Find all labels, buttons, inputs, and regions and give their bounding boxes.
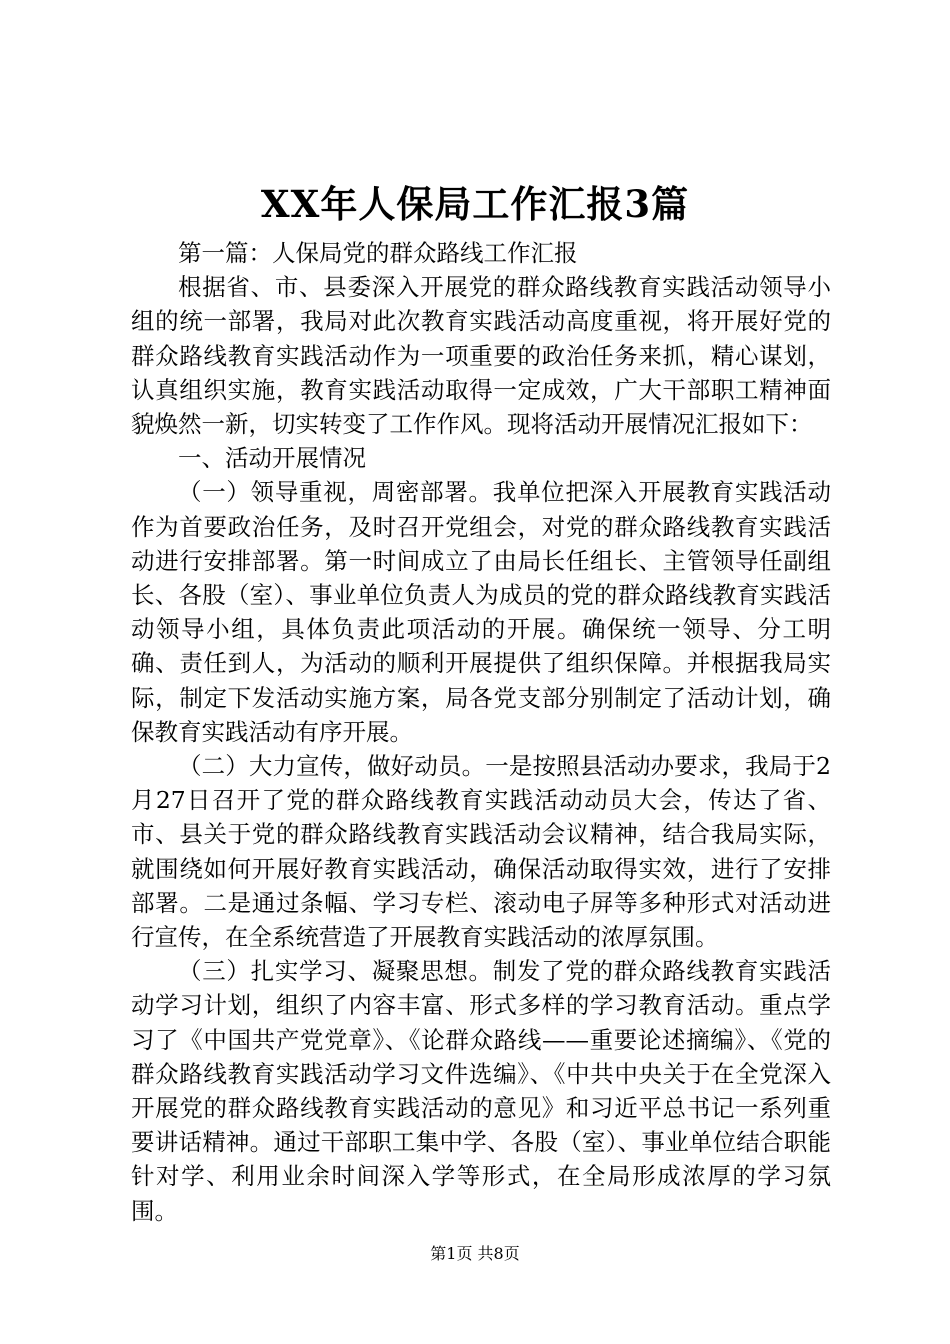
- section-heading: 第一篇：人保局党的群众路线工作汇报: [178, 239, 578, 267]
- intro-paragraph: 根据省、市、县委深入开展党的群众路线教育实践活动领导小组的统一部署，我局对此次教育实践活动高度重视，将开展好党的群众路线教育实践活动作为一项重要的政治任务来抓，精心谋划，认真组织实施，教育实践活动取得一定成效，广大干部职工精神面貌焕然一新，切实转变了工作作风。现将活动开展情况汇报如下：: [131, 273, 831, 439]
- paragraph-study: （三）扎实学习、凝聚思想。制发了党的群众路线教育实践活动学习计划，组织了内容丰富、形式多样的学习教育活动。重点学习了《中国共产党党章》、《论群众路线——重要论述摘编》、《党的群众路线教育实践活动学习文件选编》、《中共中央关于在全党深入开展党的群众路线教育实践活动的意见》和习近平总书记一系列重要讲话精神。通过干部职工集中学、各股（室）、事业单位结合职能针对学、利用业余时间深入学等形式，在全局形成浓厚的学习氛围。: [131, 957, 831, 1225]
- paragraph-leadership: （一）领导重视，周密部署。我单位把深入开展教育实践活动作为首要政治任务，及时召开党组会，对党的群众路线教育实践活动进行安排部署。第一时间成立了由局长任组长、主管领导任副组长、各股（室）、事业单位负责人为成员的党的群众路线教育实践活动领导小组，具体负责此项活动的开展。确保统一领导、分工明确、责任到人，为活动的顺利开展提供了组织保障。并根据我局实际，制定下发活动实施方案，局各党支部分别制定了活动计划，确保教育实践活动有序开展。: [131, 478, 831, 746]
- document-body: [131, 236, 831, 1228]
- page-footer: 第1页 共8页: [430, 1244, 520, 1263]
- subsection-heading: 一、活动开展情况: [178, 444, 366, 473]
- paragraph-publicity: （二）大力宣传，做好动员。一是按照县活动办要求，我局于2月27日召开了党的群众路线教育实践活动动员大会，传达了省、市、县关于党的群众路线教育实践活动会议精神，结合我局实际，就围绕如何开展好教育实践活动，确保活动取得实效，进行了安排部署。二是通过条幅、学习专栏、滚动电子屏等多种形式对活动进行宣传，在全系统营造了开展教育实践活动的浓厚氛围。: [131, 752, 831, 952]
- document-title: XX年人保局工作汇报3篇: [260, 182, 690, 226]
